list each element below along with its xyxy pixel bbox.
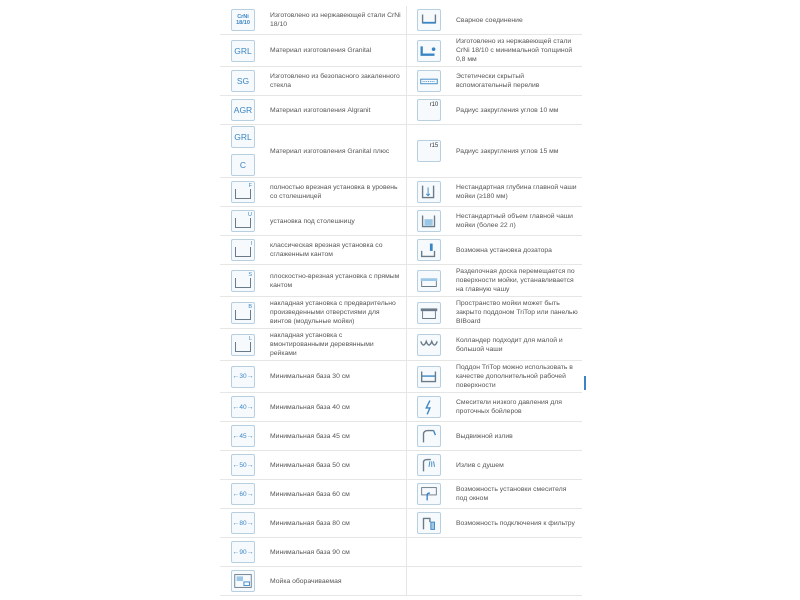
left-description: Минимальная база 80 см [266,509,406,538]
legend-row [220,265,582,297]
colander-icon [417,334,441,356]
right-icon-cell [406,361,452,393]
depth-icon [417,181,441,203]
reversible-icon [231,570,255,592]
shower-icon [417,454,441,476]
legend-row [220,422,582,451]
sg-icon: SG [231,70,255,92]
left-icon-cell [220,265,266,297]
right-description: Возможна установка дозатора [452,236,582,265]
right-icon-cell [406,67,452,96]
left-icon-cell [220,67,266,96]
right-description: Радиус закругления углов 15 мм [452,125,582,178]
left-icon-cell [220,509,266,538]
left-icon-cell [220,393,266,422]
base-45-icon: ← 45 → [231,425,255,447]
flush-mount-icon: F [231,181,255,203]
left-description: Минимальная база 30 см [266,361,406,393]
low-pressure-icon [417,396,441,418]
left-description: накладная установка с вмонтированными деревянными рейками [266,329,406,361]
base-60-icon: ← 60 → [231,483,255,505]
right-description: Колландер подходит для малой и большой чаши [452,329,582,361]
dispenser-icon [417,239,441,261]
radius-10-icon: r10 [417,99,441,121]
empty-cell [452,567,582,596]
empty-cell [406,567,452,596]
legend-row [220,297,582,329]
left-icon-cell [220,125,266,178]
scroll-marker [584,376,586,390]
legend-row [220,393,582,422]
left-icon-cell [220,236,266,265]
left-description: Минимальная база 60 см [266,480,406,509]
flat-inset-icon: S [231,270,255,292]
right-icon-cell [406,480,452,509]
radius-15-icon: r15 [417,140,441,162]
legend-row [220,451,582,480]
empty-cell [452,538,582,567]
right-icon-cell [406,96,452,125]
base-30-icon: ← 30 → [231,366,255,388]
right-icon-cell [406,207,452,236]
right-icon-cell [406,125,452,178]
right-description: Поддон TriTop можно использовать в качестве дополнительной рабочей поверхности [452,361,582,393]
right-icon-cell [406,393,452,422]
legend-row [220,6,582,35]
grl-plus-top-icon: GRL [231,126,255,148]
right-description: Возможность подключения к фильтру [452,509,582,538]
right-description: Нестандартная глубина главной чаши мойки (≥180 мм) [452,178,582,207]
left-icon-cell [220,361,266,393]
left-description: Изготовлено из нержавеющей стали CrNi 18/10 [266,6,406,35]
legend-row [220,96,582,125]
right-description: Возможность установки смесителя под окном [452,480,582,509]
left-icon-cell [220,207,266,236]
undermount-icon: U [231,210,255,232]
icon-legend-table [220,6,582,596]
right-description: Сварное соединение [452,6,582,35]
crni-icon: CrNi 18/10 [231,9,255,31]
weld-icon [417,9,441,31]
legend-row [220,67,582,96]
left-icon-cell [220,96,266,125]
left-description: Минимальная база 45 см [266,422,406,451]
window-faucet-icon [417,483,441,505]
cutting-board-icon [417,270,441,292]
left-description: Материал изготовления Algranit [266,96,406,125]
legend-row [220,509,582,538]
left-description: Изготовлено из безопасного закаленного стекла [266,67,406,96]
volume-icon [417,210,441,232]
right-icon-cell [406,265,452,297]
right-description: Разделочная доска перемещается по поверхности мойки, устанавливается на главную чашу [452,265,582,297]
right-description: Изготовлено из нержавеющей стали CrNi 18/10 с минимальной толщиной 0,8 мм [452,35,582,67]
left-description: накладная установка с предварительно произведенными отверстиями для винтов (модульные мойки) [266,297,406,329]
grl-icon: GRL [231,40,255,62]
left-icon-cell [220,297,266,329]
right-icon-cell [406,6,452,35]
right-icon-cell [406,35,452,67]
left-icon-cell [220,329,266,361]
left-icon-cell [220,35,266,67]
right-icon-cell [406,509,452,538]
right-icon-cell [406,236,452,265]
left-description: Минимальная база 40 см [266,393,406,422]
left-description: полностью врезная установка в уровень со столешницей [266,178,406,207]
left-icon-cell [220,480,266,509]
legend-row [220,207,582,236]
right-description: Радиус закругления углов 10 мм [452,96,582,125]
right-description: Эстетически скрытый вспомогательный перелив [452,67,582,96]
left-icon-cell [220,422,266,451]
left-description: Материал изготовления Granital плюс [266,125,406,178]
legend-row [220,178,582,207]
left-description: классическая врезная установка со сглаженным кантом [266,236,406,265]
granital-plus-icon: C [231,154,255,176]
legend-row [220,125,582,178]
legend-row [220,236,582,265]
base-50-icon: ← 50 → [231,454,255,476]
left-icon-cell [220,6,266,35]
filter-icon [417,512,441,534]
thick-steel-icon [417,40,441,62]
right-description: Смесители низкого давления для проточных бойлеров [452,393,582,422]
empty-cell [406,538,452,567]
legend-row [220,480,582,509]
hidden-overflow-icon [417,70,441,92]
right-icon-cell [406,451,452,480]
base-90-icon: ← 90 → [231,541,255,563]
legend-row [220,538,582,567]
left-description: плоскостно-врезная установка с прямым кантом [266,265,406,297]
overlay-icon: B [231,302,255,324]
base-40-icon: ← 40 → [231,396,255,418]
right-description: Выдвижной излив [452,422,582,451]
tritop-icon [417,302,441,324]
base-80-icon: ← 80 → [231,512,255,534]
left-description: Мойка оборачиваемая [266,567,406,596]
left-description: Минимальная база 50 см [266,451,406,480]
left-description: Материал изготовления Granital [266,35,406,67]
legend-row [220,35,582,67]
left-icon-cell [220,538,266,567]
legend-row [220,567,582,596]
overlay-rail-icon: L [231,334,255,356]
legend-row [220,329,582,361]
left-description: Минимальная база 90 см [266,538,406,567]
left-icon-cell [220,567,266,596]
right-icon-cell [406,297,452,329]
left-description: установка под столешницу [266,207,406,236]
agr-icon: AGR [231,99,255,121]
tray-icon [417,366,441,388]
right-description: Пространство мойки может быть закрыто поддоном TriTop или панелью BIBoard [452,297,582,329]
left-icon-cell [220,451,266,480]
inset-icon: I [231,239,255,261]
right-description: Нестандартный объем главной чаши мойки (более 22 л) [452,207,582,236]
grl-plus-icon [220,126,266,176]
right-icon-cell [406,178,452,207]
right-description: Излив с душем [452,451,582,480]
pullout-spout-icon [417,425,441,447]
legend-row [220,361,582,393]
left-icon-cell [220,178,266,207]
right-icon-cell [406,422,452,451]
right-icon-cell [406,329,452,361]
